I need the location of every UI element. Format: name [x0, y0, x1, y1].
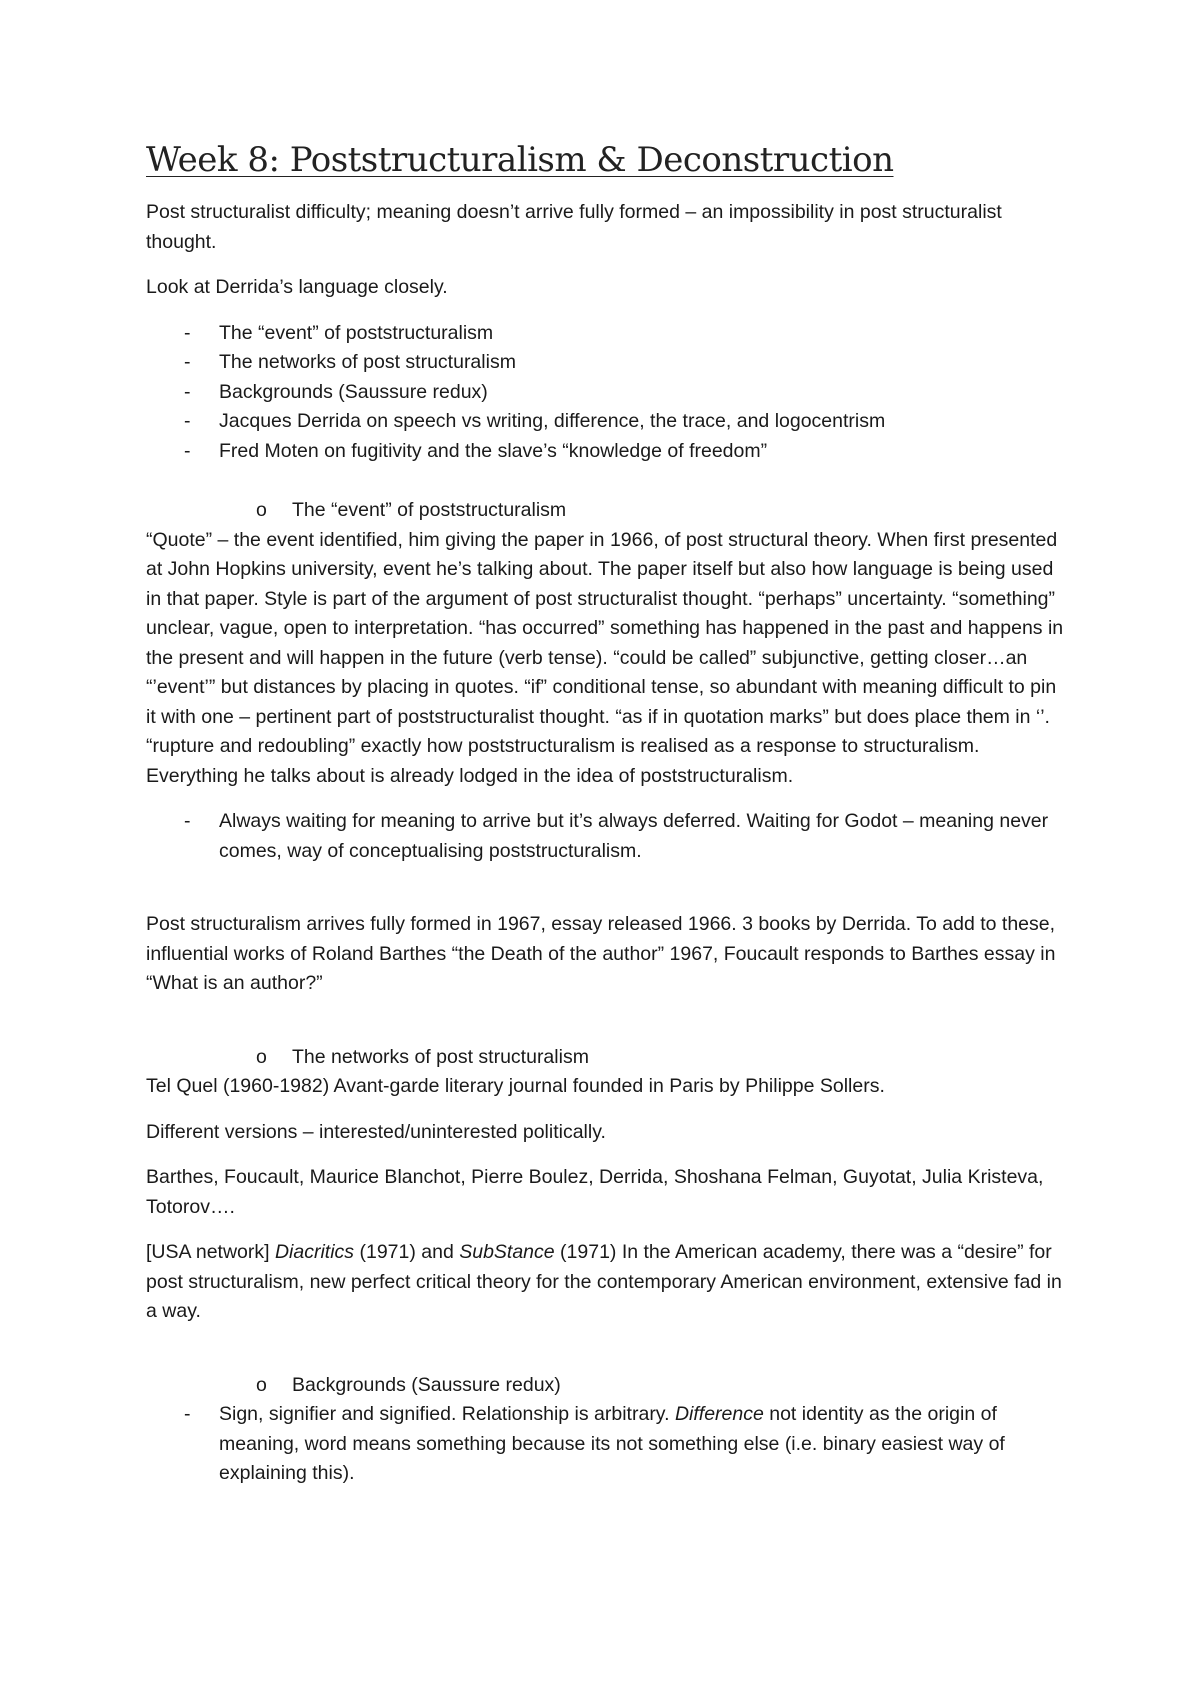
circle-bullet: o — [256, 499, 267, 521]
list-item — [146, 407, 1066, 437]
list-item-text-rest: not identity as the origin of meaning, word means something because its not something else (i.e. binary easiest way of explaining this). — [219, 1403, 1005, 1484]
dash-bullet: - — [184, 351, 191, 373]
names-paragraph: Barthes, Foucault, Maurice Blanchot, Pierre Boulez, Derrida, Shoshana Felman, Guyotat, Julia Kristeva, Totorov…. — [146, 1166, 1044, 1218]
usa-rest: (1971) In the American academy, there was a “desire” for post structuralism, new perfect critical theory for the contemporary American environment, extensive fad in a way. — [146, 1241, 1062, 1322]
page-title: Week 8: Poststructuralism & Deconstruction — [146, 140, 894, 180]
list-item-text: The networks of post structuralism — [219, 351, 516, 373]
list-item-text — [219, 1403, 1005, 1484]
section-heading-text: The networks of post structuralism — [292, 1045, 589, 1068]
telquel-paragraph: Tel Quel (1960-1982) Avant-garde literary journal founded in Paris by Philippe Sollers. — [146, 1075, 885, 1097]
list-item-text-prefix: Sign, signifier and signified. Relationship is arbitrary. — [219, 1403, 675, 1425]
section-heading-text: The “event” of poststructuralism — [292, 499, 567, 521]
dash-bullet: - — [184, 439, 191, 462]
list-item-text: Fred Moten on fugitivity and the slave’s “knowledge of freedom” — [219, 439, 768, 462]
list-item — [146, 378, 1066, 408]
dash-bullet: - — [184, 410, 191, 432]
look-paragraph: Look at Derrida’s language closely. — [146, 276, 448, 298]
document-page — [146, 140, 1066, 1505]
section-heading-event — [146, 496, 1066, 526]
usa-network-paragraph — [146, 1238, 1066, 1327]
list-item-text: Always waiting for meaning to arrive but it’s always deferred. Waiting for Godot – meaning never comes, way of conceptualising poststructuralism. — [219, 810, 1049, 862]
dash-bullet: - — [184, 380, 191, 403]
journal-title-substance: SubStance — [459, 1241, 555, 1263]
list-item-text: The “event” of poststructuralism — [219, 321, 494, 344]
versions-paragraph: Different versions – interested/uninterested politically. — [146, 1120, 606, 1143]
arrival-paragraph: Post structuralism arrives fully formed in 1967, essay released 1966. 3 books by Derrida. To add to these, influential works of Roland Barthes “the Death of the author” 1967, Foucault responds to Barthes essay in “What is an author?” — [146, 913, 1056, 994]
list-item-text: Backgrounds (Saussure redux) — [219, 380, 488, 403]
intro-paragraph: Post structuralist difficulty; meaning doesn’t arrive fully formed – an impossibility in post structuralist thought. — [146, 201, 1002, 253]
dash-bullet: - — [184, 321, 191, 344]
list-item-text: Jacques Derrida on speech vs writing, difference, the trace, and logocentrism — [219, 410, 886, 432]
list-item — [146, 1400, 1066, 1489]
list-item — [146, 437, 1066, 467]
usa-prefix: [USA network] — [146, 1241, 275, 1263]
journal-title-diacritics: Diacritics — [274, 1241, 355, 1263]
section-heading-networks — [146, 1043, 1066, 1073]
dash-bullet: - — [184, 1403, 191, 1425]
emphasis-difference: Difference — [674, 1403, 764, 1425]
list-item — [146, 807, 1066, 866]
event-bullet-list — [146, 807, 1066, 866]
backgrounds-bullet-list — [146, 1400, 1066, 1489]
dash-bullet: - — [184, 810, 191, 832]
section-heading-text: Backgrounds (Saussure redux) — [292, 1373, 561, 1396]
event-paragraph: “Quote” – the event identified, him giving the paper in 1966, of post structural theory. When first presented at John Hopkins university, event he’s talking about. The paper itself but also how language is being used in that paper. Style is part of the argument of post structuralist thought. “perhaps” uncertainty. “something” unclear, vague, open to interpretation. “has occurred” something has happened in the past and happens in the present and will happen in the future (verb tense). “could be called” subjunctive, getting closer…an “’event’” but distances by placing in quotes. “if” conditional tense, so abundant with meaning difficult to pin it with one – pertinent part of poststructuralist thought. “as if in quotation marks” but does place them in ‘’. “rupture and redoubling” exactly how poststructuralism is realised as a response to structuralism. Everything he talks about is already lodged in the idea of poststructuralism. — [146, 528, 1064, 787]
list-item — [146, 319, 1066, 349]
section-heading-backgrounds — [146, 1371, 1066, 1401]
circle-bullet: o — [256, 1373, 267, 1396]
usa-mid: (1971) and — [354, 1241, 460, 1263]
list-item — [146, 348, 1066, 378]
outline-list — [146, 319, 1066, 467]
circle-bullet: o — [256, 1045, 267, 1068]
